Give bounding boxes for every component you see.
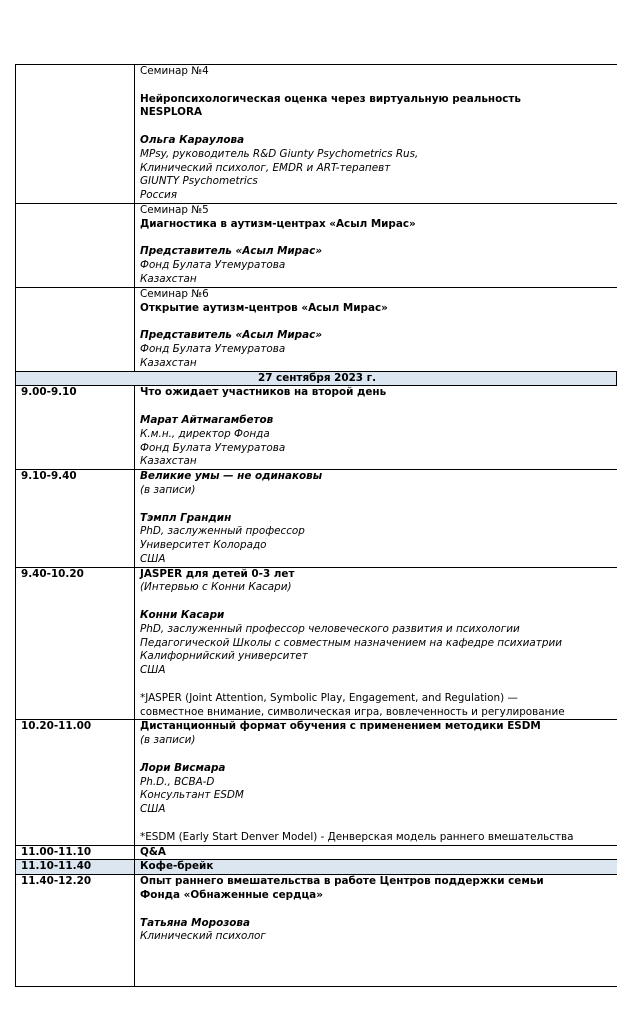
seminar-row: [16, 203, 617, 287]
time-cell: [16, 203, 135, 287]
seminar-label: Семинар №6: [140, 287, 209, 300]
session-title: NESPLORA: [140, 106, 203, 119]
spacer: [140, 817, 614, 831]
session-title: Нейропсихологическая оценка через виртуальную реальность: [140, 92, 521, 105]
speaker-detail: Консультант ESDM: [140, 789, 244, 802]
speaker-name: Татьяна Морозова: [140, 916, 250, 929]
session-time: 9.00-9.10: [16, 386, 135, 470]
session-title: Что ожидает участников на второй день: [140, 386, 387, 399]
session-row: [16, 845, 617, 860]
spacer: [140, 958, 614, 972]
session-time: 11.10-11.40: [16, 860, 135, 875]
day-header-row: [16, 371, 617, 386]
seminar-label: Семинар №4: [140, 65, 209, 77]
session-title: Диагностика в аутизм-центрах «Асыл Мирас»: [140, 217, 416, 230]
spacer: [140, 400, 614, 414]
speaker-detail: Ph.D., BCBA-D: [140, 775, 215, 788]
speaker-detail: США: [140, 664, 166, 677]
content-cell: [135, 287, 617, 371]
speaker-detail: Россия: [140, 189, 178, 202]
session-row: [16, 567, 617, 720]
speaker-name: Конни Касари: [140, 609, 225, 622]
time-cell: [16, 65, 135, 204]
speaker-detail: PhD, заслуженный профессор человеческого развития и психологии: [140, 622, 520, 635]
spacer: [140, 678, 614, 692]
content-cell: [135, 875, 617, 986]
speaker-detail: Фонд Булата Утемуратова: [140, 342, 286, 355]
session-note: (в записи): [140, 483, 196, 496]
spacer: [140, 232, 614, 246]
speaker-name: Лори Висмара: [140, 761, 226, 774]
session-title: Фонда «Обнаженные сердца»: [140, 889, 323, 902]
spacer: [140, 903, 614, 917]
session-time: 9.40-10.20: [16, 567, 135, 720]
session-note: (в записи): [140, 734, 196, 747]
session-row: [16, 875, 617, 986]
time-cell: [16, 287, 135, 371]
footnote: *ESDM (Early Start Denver Model) - Денверская модель раннего вмешательства: [140, 830, 574, 843]
speaker-name: Тэмпл Грандин: [140, 511, 232, 524]
content-cell: [135, 860, 617, 875]
spacer: [140, 595, 614, 609]
spacer: [140, 944, 614, 958]
speaker-detail: Клинический психолог: [140, 930, 266, 943]
spacer: [140, 120, 614, 134]
speaker-detail: MPsy, руководитель R&D Giunty Psychometrics Rus,: [140, 147, 419, 160]
speaker-name: Представитель «Асыл Мирас»: [140, 329, 323, 342]
session-title: Кофе-брейк: [140, 860, 214, 873]
speaker-detail: США: [140, 552, 166, 565]
session-time: 9.10-9.40: [16, 470, 135, 568]
footnote: совместное внимание, символическая игра, вовлеченность и регулирование: [140, 705, 565, 718]
spacer: [140, 972, 614, 986]
content-cell: [135, 470, 617, 568]
session-row: [16, 470, 617, 568]
speaker-name: Ольга Караулова: [140, 133, 245, 146]
session-time: 11.00-11.10: [16, 845, 135, 860]
content-cell: [135, 845, 617, 860]
content-cell: [135, 720, 617, 845]
content-cell: [135, 567, 617, 720]
session-time: 10.20-11.00: [16, 720, 135, 845]
speaker-detail: К.м.н., директор Фонда: [140, 427, 270, 440]
spacer: [140, 315, 614, 329]
spacer: [140, 79, 614, 93]
spacer: [140, 748, 614, 762]
speaker-detail: Педагогической Школы с совместным назначением на кафедре психиатрии: [140, 636, 562, 649]
session-time: 11.40-12.20: [16, 875, 135, 986]
speaker-detail: Фонд Булата Утемуратова: [140, 259, 286, 272]
session-title: Опыт раннего вмешательства в работе Центров поддержки семьи: [140, 875, 544, 888]
speaker-detail: США: [140, 803, 166, 816]
speaker-detail: Калифорнийский университет: [140, 650, 308, 663]
session-note: (Интервью с Конни Касари): [140, 581, 292, 594]
content-cell: [135, 386, 617, 470]
seminar-row: [16, 65, 617, 204]
footnote: *JASPER (Joint Attention, Symbolic Play, Engagement, and Regulation) —: [140, 691, 518, 704]
seminar-label: Семинар №5: [140, 203, 209, 216]
session-title: JASPER для детей 0-3 лет: [140, 567, 295, 580]
speaker-detail: Университет Колорадо: [140, 539, 267, 552]
session-title: Q&A: [140, 845, 166, 858]
speaker-detail: GIUNTY Psychometrics: [140, 175, 258, 188]
content-cell: [135, 65, 617, 204]
session-row: [16, 386, 617, 470]
speaker-detail: Фонд Булата Утемуратова: [140, 441, 286, 454]
program-table: [15, 64, 617, 987]
session-title: Дистанционный формат обучения с применением методики ESDM: [140, 720, 541, 733]
session-title: Великие умы — не одинаковы: [140, 470, 323, 483]
session-row: [16, 720, 617, 845]
session-title: Открытие аутизм-центров «Асыл Мирас»: [140, 301, 388, 314]
speaker-name: Представитель «Асыл Мирас»: [140, 245, 323, 258]
seminar-row: [16, 287, 617, 371]
speaker-detail: PhD, заслуженный профессор: [140, 525, 305, 538]
speaker-detail: Клинический психолог, EMDR и ART-терапевт: [140, 161, 391, 174]
speaker-detail: Казахстан: [140, 272, 197, 285]
speaker-name: Марат Айтмагамбетов: [140, 413, 274, 426]
session-row: [16, 860, 617, 875]
speaker-detail: Казахстан: [140, 356, 197, 369]
content-cell: [135, 203, 617, 287]
day-header: 27 сентября 2023 г.: [16, 371, 617, 386]
spacer: [140, 498, 614, 512]
speaker-detail: Казахстан: [140, 455, 197, 468]
